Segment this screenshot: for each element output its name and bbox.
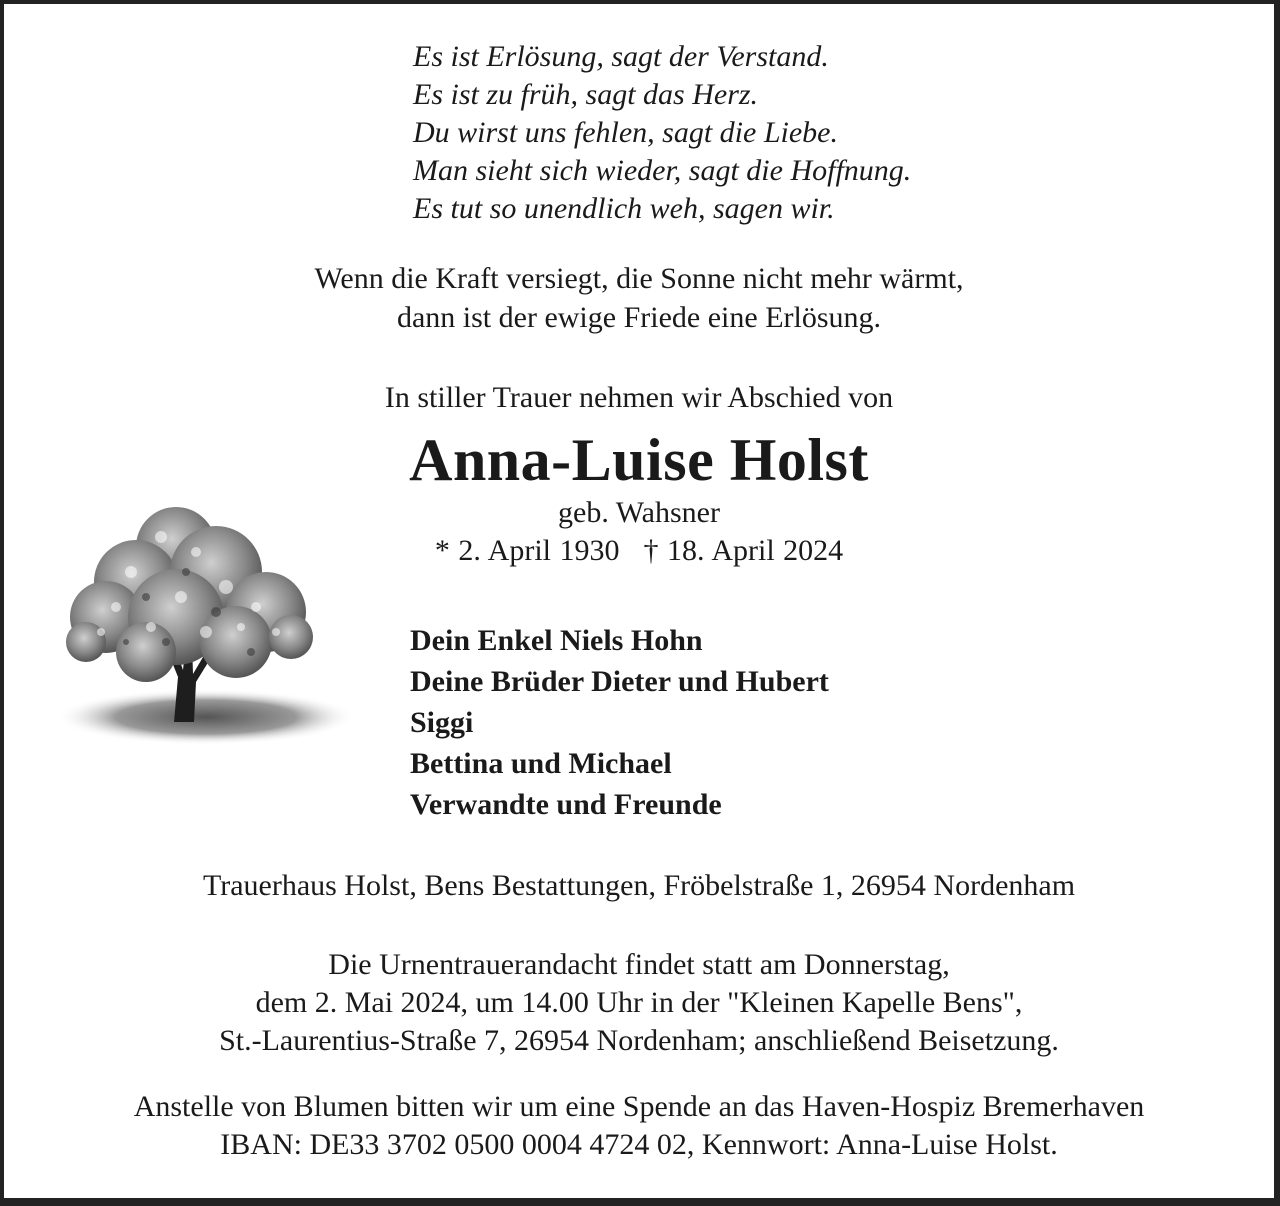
service-info [4,946,1274,1060]
mourner: Dein Enkel Niels Hohn [410,624,703,657]
maiden-name: geb. Wahsner [558,496,720,529]
poem-line: Man sieht sich wieder, sagt die Hoffnung. [413,154,912,187]
poem-line: Du wirst uns fehlen, sagt die Liebe. [413,116,838,149]
mourner: Verwandte und Freunde [410,788,722,821]
intro-text: In stiller Trauer nehmen wir Abschied von [384,381,894,414]
service-line: St.-Laurentius-Straße 7, 26954 Nordenham; anschließend Beisetzung. [219,1024,1059,1057]
poem-line: Es ist zu früh, sagt das Herz. [413,78,759,111]
birth-date: * 2. April 1930 [434,534,620,567]
donation-line: Anstelle von Blumen bitten wir um eine Spende an das Haven-Hospiz Bremerhaven [133,1090,1145,1123]
verse-line: dann ist der ewige Friede eine Erlösung. [396,301,882,334]
verse [4,259,1274,337]
poem [413,38,911,228]
donation-info [4,1088,1274,1164]
verse-line: Wenn die Kraft versiegt, die Sonne nicht mehr wärmt, [314,262,964,295]
donation-line: IBAN: DE33 3702 0500 0004 4724 02, Kennwort: Anna-Luise Holst. [220,1128,1058,1161]
poem-line: Es ist Erlösung, sagt der Verstand. [413,40,829,73]
mourner: Bettina und Michael [410,747,672,780]
mourner: Siggi [410,706,474,739]
service-line: dem 2. Mai 2024, um 14.00 Uhr in der "Kleinen Kapelle Bens", [255,986,1023,1019]
mourning-house: Trauerhaus Holst, Bens Bestattungen, Fröbelstraße 1, 26954 Nordenham [202,869,1076,902]
mourners-list [410,620,829,825]
deceased-name: Anna-Luise Holst [409,427,869,493]
death-date: † 18. April 2024 [643,534,844,567]
poem-line: Es tut so unendlich weh, sagen wir. [413,192,835,225]
tree-icon [56,492,356,762]
service-line: Die Urnentrauerandacht findet statt am Donnerstag, [328,948,950,981]
obituary-notice [4,4,1274,1198]
mourner: Deine Brüder Dieter und Hubert [410,665,829,698]
